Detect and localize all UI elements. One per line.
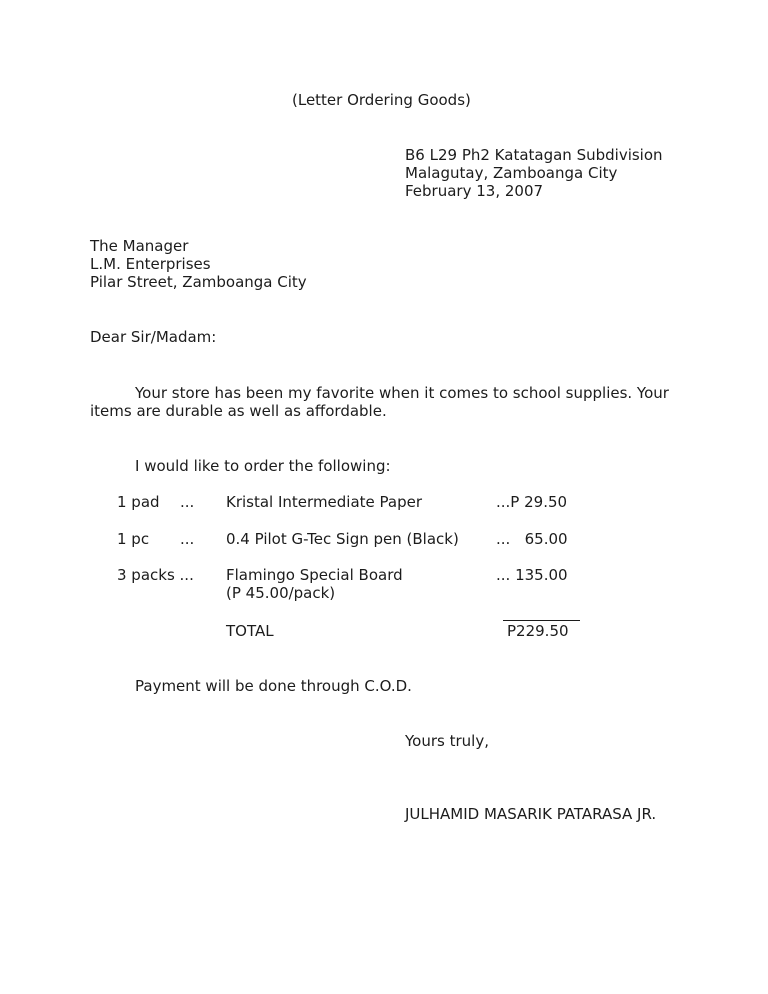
order-item-qty: 1 pad (117, 493, 160, 511)
total-underline (503, 620, 580, 621)
order-item-name: 0.4 Pilot G-Tec Sign pen (Black) (226, 530, 459, 548)
salutation: Dear Sir/Madam: (90, 328, 217, 346)
order-item-note: (P 45.00/pack) (226, 584, 336, 602)
total-label: TOTAL (226, 622, 274, 640)
recipient-line-2: L.M. Enterprises (90, 255, 211, 273)
order-item-price: ...P 29.50 (496, 493, 568, 511)
payment-paragraph: Payment will be done through C.O.D. (135, 677, 412, 695)
order-item-name: Kristal Intermediate Paper (226, 493, 423, 511)
signature-name: JULHAMID MASARIK PATARASA JR. (405, 805, 657, 823)
recipient-line-1: The Manager (90, 237, 189, 255)
sender-address-line-1: B6 L29 Ph2 Katatagan Subdivision (405, 146, 663, 164)
order-item-dots: ... (180, 493, 195, 511)
recipient-line-3: Pilar Street, Zamboanga City (90, 273, 307, 291)
letter-heading: (Letter Ordering Goods) (292, 91, 471, 109)
letter-date: February 13, 2007 (405, 182, 544, 200)
order-item-qty: 1 pc (117, 530, 150, 548)
body-paragraph-1-line-2: items are durable as well as affordable. (90, 402, 387, 420)
complimentary-closing: Yours truly, (405, 732, 489, 750)
order-item-name: Flamingo Special Board (226, 566, 403, 584)
body-paragraph-2: I would like to order the following: (135, 457, 391, 475)
order-item-price: ... 65.00 (496, 530, 568, 548)
order-item-qty: 3 packs ... (117, 566, 194, 584)
order-item-price: ... 135.00 (496, 566, 568, 584)
body-paragraph-1-line-1: Your store has been my favorite when it comes to school supplies. Your (135, 384, 669, 402)
total-amount: P229.50 (507, 622, 569, 640)
order-item-dots: ... (180, 530, 195, 548)
sender-address-line-2: Malagutay, Zamboanga City (405, 164, 618, 182)
